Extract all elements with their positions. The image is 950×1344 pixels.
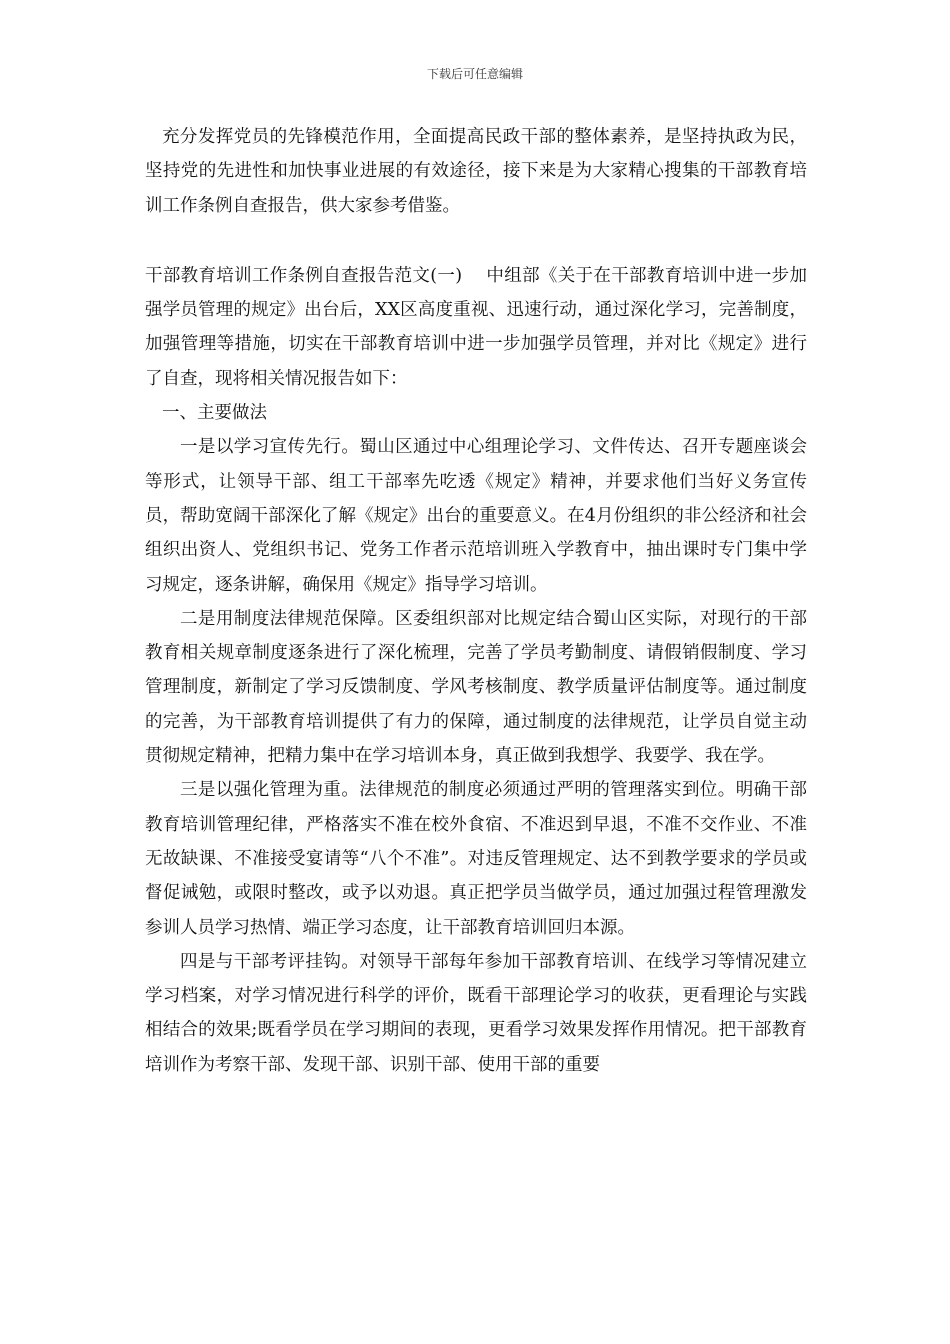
intro-paragraph: 充分发挥党员的先锋模范作用，全面提高民政干部的整体素养，是坚持执政为民，坚持党的先进性和加快事业进展的有效途径，接下来是为大家精心搜集的干部教育培训工作条例自查报告，供大家参考借鉴。 xyxy=(145,127,807,216)
section-heading: 一、主要做法 xyxy=(162,403,267,424)
page-header-note: 下载后可任意编辑 xyxy=(426,67,523,81)
body-paragraph-4: 四是与干部考评挂钩。对领导干部每年参加干部教育培训、在线学习等情况建立学习档案，对学习情况进行科学的评价，既看干部理论学习的收获，更看理论与实践相结合的效果;既看学员在学习期间的表现，更看学习效果发挥作用情况。把干部教育培训作为考察干部、发现干部、识别干部、使用干部的重要 xyxy=(145,951,807,1075)
report-title: 干部教育培训工作条例自查报告范文(一) xyxy=(145,265,463,286)
body-paragraph-2: 二是用制度法律规范保障。区委组织部对比规定结合蜀山区实际，对现行的干部教育相关规章制度逐条进行了深化梳理，完善了学员考勤制度、请假销假制度、学习管理制度，新制定了学习反馈制度、学风考核制度、教学质量评估制度等。通过制度的完善，为干部教育培训提供了有力的保障，通过制度的法律规范，让学员自觉主动贯彻规定精神，把精力集中在学习培训本身，真正做到我想学、我要学、我在学。 xyxy=(145,608,807,767)
report-opening-paragraph xyxy=(145,259,807,396)
report-opening-text: 中组部《关于在干部教育培训中进一步加强学员管理的规定》出台后，XX区高度重视、迅速行动，通过深化学习，完善制度，加强管理等措施，切实在干部教育培训中进一步加强学员管理，并对比《规定》进行了自查，现将相关情况报告如下： xyxy=(145,265,807,389)
document-body xyxy=(145,120,807,1082)
body-paragraph-1: 一是以学习宣传先行。蜀山区通过中心组理论学习、文件传达、召开专题座谈会等形式，让领导干部、组工干部率先吃透《规定》精神，并要求他们当好义务宣传员，帮助宽阔干部深化了解《规定》出台的重要意义。在4月份组织的非公经济和社会组织出资人、党组织书记、党务工作者示范培训班入学教育中，抽出课时专门集中学习规定，逐条讲解，确保用《规定》指导学习培训。 xyxy=(145,437,807,595)
body-paragraph-3: 三是以强化管理为重。法律规范的制度必须通过严明的管理落实到位。明确干部教育培训管理纪律，严格落实不准在校外食宿、不准迟到早退，不准不交作业、不准无故缺课、不准接受宴请等“八个不准”。对违反管理规定、达不到教学要求的学员或督促诫勉，或限时整改，或予以劝退。真正把学员当做学员，通过加强过程管理激发参训人员学习热情、端正学习态度，让干部教育培训回归本源。 xyxy=(145,780,807,938)
